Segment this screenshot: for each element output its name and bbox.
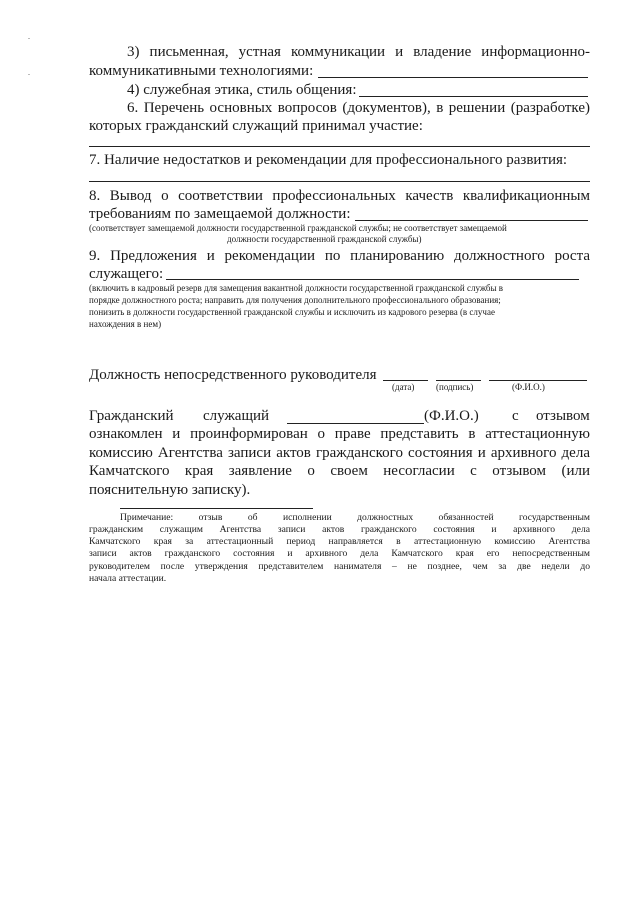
footnote-separator <box>120 508 313 509</box>
item-4-label: 4) служебная этика, стиль общения: <box>127 82 357 98</box>
section-8-hint-1: (соответствует замещаемой должности государственной гражданской службы; не соответствует замещаемой <box>89 223 507 233</box>
section-9-hint-4: нахождения в нем) <box>89 319 162 329</box>
name-caption: (Ф.И.О.) <box>512 382 545 392</box>
item-3-line-1: 3) письменная, устная коммуникации и владение информационно- <box>127 44 590 60</box>
item-3-line-2 <box>89 63 313 80</box>
signature-name-line <box>489 380 587 381</box>
footnote-line-6: начала аттестации. <box>89 573 167 584</box>
footnote-line-1: Примечание: отзыв об исполнении должностных обязанностей государственным <box>120 512 590 523</box>
ack-fio-label: (Ф.И.О.) <box>424 408 479 424</box>
section-7-answer-line <box>89 181 590 182</box>
footnote-line-5: руководителем после утверждения представителем нанимателя – не позднее, чем за две недели до <box>89 561 590 572</box>
scan-speck <box>28 38 30 39</box>
ack-word-1: Гражданский <box>89 408 174 424</box>
signature-caption: (подпись) <box>436 382 474 392</box>
item-3-line-2-text: коммуникативными технологиями: <box>89 63 314 79</box>
section-8-hint-2: должности государственной гражданской службы) <box>227 234 422 244</box>
ack-line-4: Камчатского края заявление о своем несогласии с отзывом (или <box>89 463 590 479</box>
footnote-line-2: гражданским служащим Агентства записи актов гражданского состояния и архивного дела <box>89 524 590 535</box>
section-9-line-2: служащего: <box>89 266 164 282</box>
section-9-hint-2: порядке должностного роста; направить для получения дополнительного профессионального образования; <box>89 295 501 305</box>
item-6-line-1: 6. Перечень основных вопросов (документов), в решении (разработке) <box>127 100 590 116</box>
section-8-line-2: требованиям по замещаемой должности: <box>89 206 351 222</box>
section-9-line-1: 9. Предложения и рекомендации по планированию должностного роста <box>89 248 590 264</box>
ack-word-3: с <box>512 408 519 424</box>
scan-speck <box>28 74 30 75</box>
signature-date-line <box>383 380 428 381</box>
ack-line-2: ознакомлен и проинформирован о праве представить в аттестационную <box>89 426 590 442</box>
item-6-line-2: которых гражданский служащий принимал участие: <box>89 118 423 134</box>
footnote-line-4: записи актов гражданского состояния и архивного дела Камчатского края его непосредственным <box>89 548 590 559</box>
section-9-hint-1: (включить в кадровый резерв для замещения вакантной должности государственной гражданской службы в <box>89 283 504 293</box>
section-8-fill-line <box>355 220 588 221</box>
section-9-hint-3: понизить в должности государственной гражданской службы и исключить из кадрового резерва (в случае <box>89 307 495 317</box>
item-3-fill-line <box>318 77 588 78</box>
supervisor-label: Должность непосредственного руководителя <box>89 367 377 383</box>
footnote-line-3: Камчатского края за аттестационный период направляется в аттестационную комиссию Агентства <box>89 536 590 547</box>
ack-word-4: отзывом <box>536 408 590 424</box>
signature-sign-line <box>436 380 481 381</box>
date-caption: (дата) <box>392 382 415 392</box>
ack-fio-fill-line <box>287 423 424 424</box>
section-9-fill-line <box>166 279 579 280</box>
ack-line-3: комиссию Агентства записи актов гражданского состояния и архивного дела <box>89 445 590 461</box>
ack-word-2: служащий <box>203 408 270 424</box>
section-8-line-1: 8. Вывод о соответствии профессиональных качеств квалификационным <box>89 188 590 204</box>
item-4-fill-line <box>359 96 588 97</box>
ack-line-5: пояснительную записку). <box>89 482 251 498</box>
section-7-title: 7. Наличие недостатков и рекомендации для профессионального развития: <box>89 152 568 168</box>
item-6-answer-line <box>89 146 590 147</box>
